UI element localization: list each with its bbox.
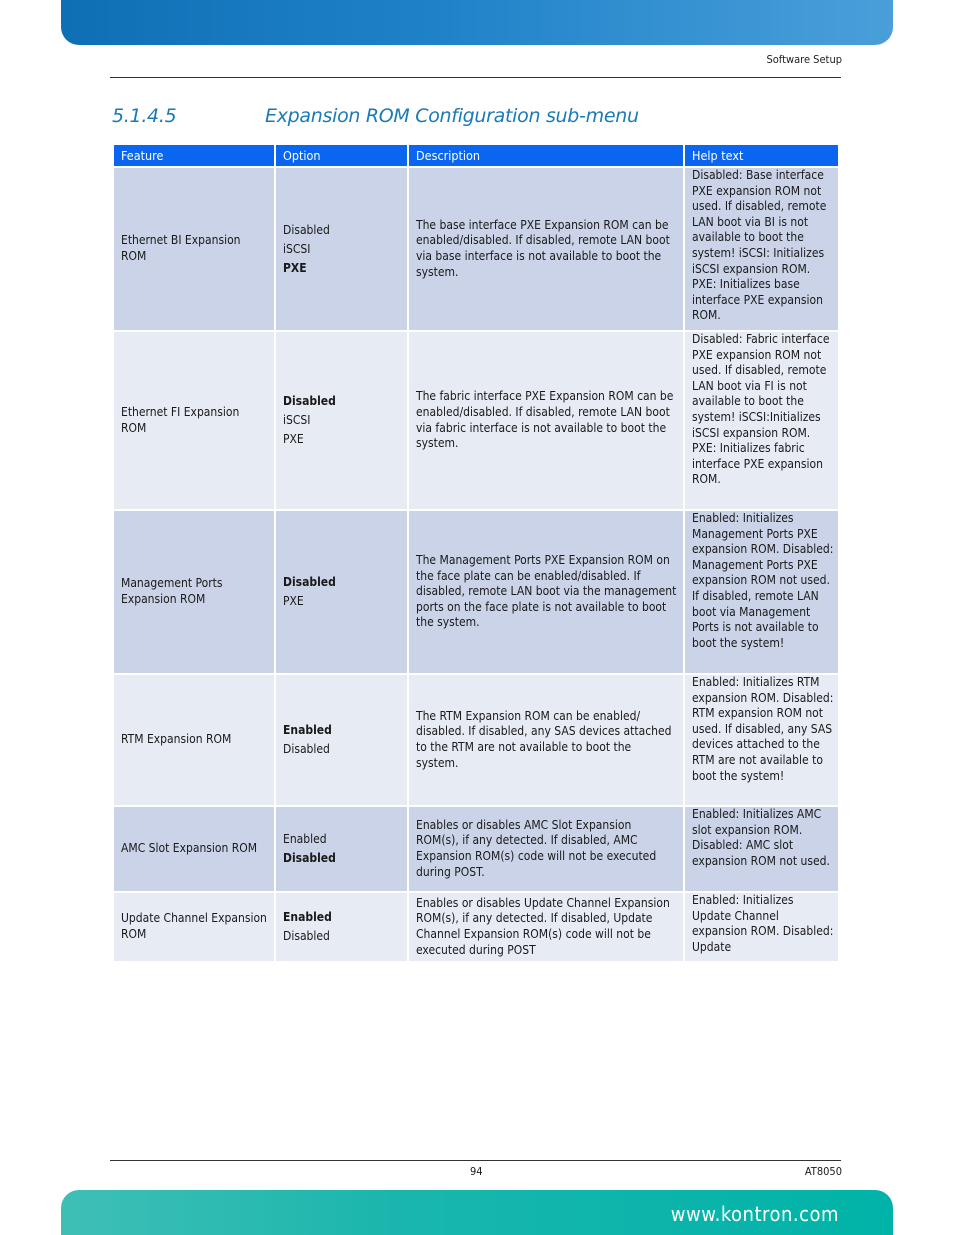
option-value: Enabled	[283, 832, 327, 846]
help-cell: Enabled: Initializes Update Channel expansion ROM. Disabled: Update	[685, 893, 838, 961]
table-header-row	[114, 145, 838, 166]
option-cell	[276, 807, 407, 891]
section-number: 5.1.4.5	[112, 105, 177, 127]
option-value-default: PXE	[283, 260, 307, 275]
option-cell	[276, 511, 407, 673]
column-header-description: Description	[409, 145, 683, 166]
option-value: PXE	[283, 432, 304, 446]
option-value: PXE	[283, 594, 304, 608]
document-id: AT8050	[804, 1165, 842, 1178]
table-row	[114, 675, 838, 805]
option-value: Disabled	[283, 222, 330, 237]
help-cell: Disabled: Base interface PXE expansion ROM not used. If disabled, remote LAN boot via BI is not available to boot the system! iSCSI: Initializes iSCSI expansion ROM. PXE: Initializes base interface PXE expansion ROM.	[685, 168, 838, 330]
help-cell: Enabled: Initializes AMC slot expansion ROM. Disabled: AMC slot expansion ROM not used.	[685, 807, 838, 891]
option-value-default: Disabled	[283, 851, 336, 865]
website-link[interactable]: www.kontron.com	[670, 1202, 839, 1226]
footer-band	[61, 1190, 893, 1235]
option-value-default: Enabled	[283, 910, 332, 924]
section-heading	[112, 105, 639, 127]
feature-cell: Ethernet FI Expansion ROM	[114, 332, 274, 509]
option-cell	[276, 893, 407, 961]
header-rule	[110, 77, 841, 78]
option-value: Disabled	[283, 742, 330, 756]
description-cell: Enables or disables AMC Slot Expansion ROM(s), if any detected. If disabled, AMC Expansion ROM(s) code will not be executed during POST.	[409, 807, 683, 891]
section-title: Expansion ROM Configuration sub-menu	[265, 105, 639, 127]
feature-cell: AMC Slot Expansion ROM	[114, 807, 274, 891]
option-cell	[276, 168, 407, 330]
feature-cell: RTM Expansion ROM	[114, 675, 274, 805]
column-header-feature: Feature	[114, 145, 274, 166]
page-number: 94	[470, 1165, 483, 1178]
feature-cell: Management Ports Expansion ROM	[114, 511, 274, 673]
header-band	[61, 0, 893, 45]
option-value-default: Disabled	[283, 394, 336, 408]
option-value: Disabled	[283, 929, 330, 943]
feature-cell: Update Channel Expansion ROM	[114, 893, 274, 961]
description-cell: The RTM Expansion ROM can be enabled/ disabled. If disabled, any SAS devices attached to the RTM are not available to boot the system.	[409, 675, 683, 805]
table-row	[114, 168, 838, 330]
help-cell: Enabled: Initializes Management Ports PXE expansion ROM. Disabled: Management Ports PXE expansion ROM not used. If disabled, remote LAN boot via Management Ports is not available to boot the system!	[685, 511, 838, 673]
option-value-default: Disabled	[283, 575, 336, 589]
feature-cell: Ethernet BI Expansion ROM	[114, 168, 274, 330]
description-cell: The Management Ports PXE Expansion ROM on the face plate can be enabled/disabled. If disabled, remote LAN boot via the management ports on the face plate is not available to boot the system.	[409, 511, 683, 673]
expansion-rom-table	[112, 143, 840, 963]
footer-rule	[110, 1160, 841, 1161]
description-cell: The fabric interface PXE Expansion ROM can be enabled/disabled. If disabled, remote LAN boot via fabric interface is not available to boot the system.	[409, 332, 683, 509]
table-row	[114, 893, 838, 961]
table-row	[114, 511, 838, 673]
table-row	[114, 807, 838, 891]
description-cell: The base interface PXE Expansion ROM can be enabled/disabled. If disabled, remote LAN boot via base interface is not available to boot the system.	[409, 168, 683, 330]
column-header-help: Help text	[685, 145, 838, 166]
option-value-default: Enabled	[283, 723, 332, 737]
column-header-option: Option	[276, 145, 407, 166]
option-value: iSCSI	[283, 413, 311, 427]
option-cell	[276, 675, 407, 805]
header-section-label: Software Setup	[766, 53, 842, 66]
option-value: iSCSI	[283, 241, 311, 256]
table-row	[114, 332, 838, 509]
help-cell: Disabled: Fabric interface PXE expansion ROM not used. If disabled, remote LAN boot via FI is not available to boot the system! iSCSI:Initializes iSCSI expansion ROM. PXE: Initializes fabric interface PXE expansion ROM.	[685, 332, 838, 509]
option-cell	[276, 332, 407, 509]
help-cell: Enabled: Initializes RTM expansion ROM. Disabled: RTM expansion ROM not used. If disabled, any SAS devices attached to the RTM are not available to boot the system!	[685, 675, 838, 805]
description-cell: Enables or disables Update Channel Expansion ROM(s), if any detected. If disabled, Update Channel Expansion ROM(s) code will not be executed during POST	[409, 893, 683, 961]
